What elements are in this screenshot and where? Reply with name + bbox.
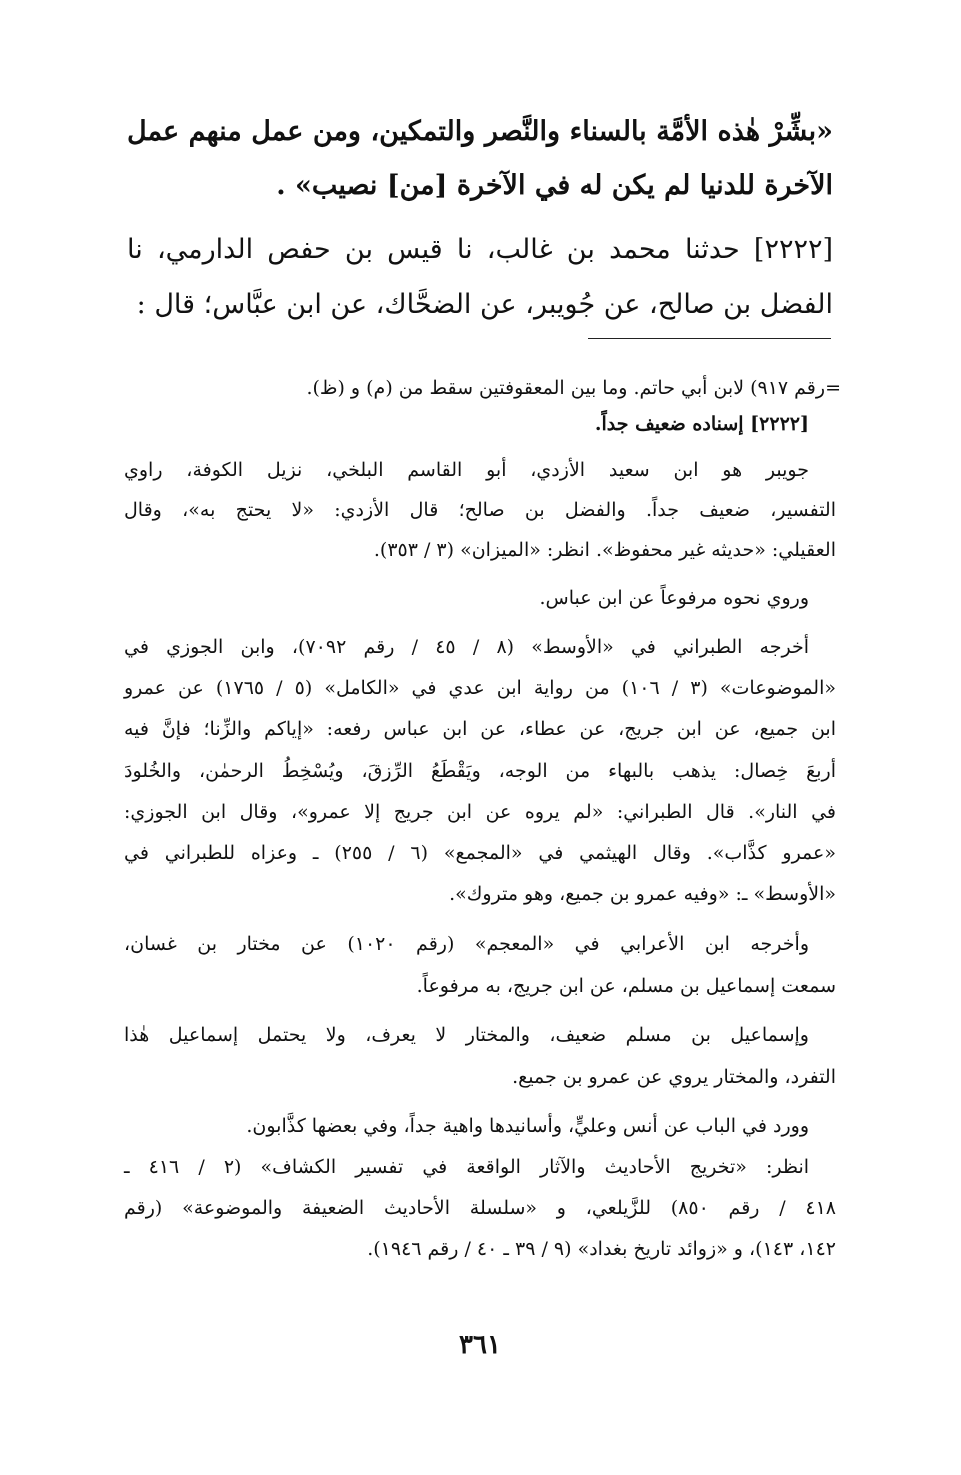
footnote-line: وإسماعيل بن مسلم ضعيف، والمختار لا يعرف، ولا يحتمل إسماعيل هٰذا [124, 1024, 809, 1046]
footnote-line: جويبر هو ابن سعيد الأزدي، أبو القاسم البلخي، نزيل الكوفة، راوي [124, 459, 809, 481]
footnote-line: وأخرجه ابن الأعرابي في «المعجم» (رقم ١٠٢٠) عن مختار بن غسان، [124, 933, 809, 955]
hadith-number-line: [٢٢٢٢] حدثنا محمد بن غالب، نا قيس بن حفص الدارمي، نا [127, 234, 833, 265]
footnote-line: التفسير، ضعيف جداً. والفضل بن صالح؛ قال الأزدي: «لا يحتج به»، وقال [124, 499, 836, 521]
footnote-line: في النار». قال الطبراني: «لم يروه عن ابن جريج إلا عمرو»، وقال ابن الجوزي: [124, 801, 836, 823]
footnote-line: انظر: «تخريج الأحاديث والآثار الواقعة في تفسير الكشاف» (٢ / ٤١٦ ـ [124, 1156, 810, 1178]
footnote-line: =رقم ٩١٧) لابن أبي حاتم. وما بين المعقوفتين سقط من (م) و (ظ). [306, 377, 841, 399]
footnote-line: «الموضوعات» (٣ / ١٠٦) من رواية ابن عدي في «الكامل» (٥ / ١٧٦٥) عن عمرو [124, 677, 836, 699]
main-text-line: الفضل بن صالح، عن جُويبر، عن الضحَّاك، عن ابن عبَّاس؛ قال : [136, 289, 833, 320]
page-number: ٣٦١ [459, 1330, 501, 1360]
footnote-line: «الأوسط» ـ: «وفيه عمرو بن جميع، وهو متروك». [449, 883, 836, 905]
footnote-line: سمعت إسماعيل بن مسلم، عن ابن جريج، به مرفوعاً. [416, 975, 836, 997]
main-text-line: «بشِّرْ هٰذه الأمَّة بالسناء والنَّصر والتمكين، ومن عمل منهم عمل [127, 116, 833, 147]
footnote-line: ٤١٨ / رقم ٨٥٠) للزَّيلعي، و «سلسلة الأحاديث الضعيفة والموضوعة» (رقم [124, 1197, 836, 1219]
footnote-line: أخرجه الطبراني في «الأوسط» (٨ / ٤٥ / رقم ٧٠٩٢)، وابن الجوزي في [124, 636, 809, 658]
footnote-line: ١٤٢، ١٤٣)، و «زوائد تاريخ بغداد» (٩ / ٣٩ ـ ٤٠ / رقم ١٩٤٦). [367, 1238, 836, 1260]
footnote-line: التفرد، والمختار يروي عن عمرو بن جميع. [512, 1066, 836, 1088]
footnote-heading: [٢٢٢٢] إسناده ضعيف جداً. [594, 413, 809, 435]
footnote-line: وورد في الباب عن أنس وعليٍّ، وأسانيدها واهية جداً، وفي بعضها كذَّابون. [246, 1115, 809, 1137]
footnote-line: «عمرو كذَّاب». وقال الهيثمي في «المجمع» (٦ / ٢٥٥) ـ وعزاه للطبراني في [124, 842, 836, 864]
footnote-line: أربعَ خِصال: يذهب بالبهاء من الوجه، ويَقْطَعُ الرِّزقَ، ويُسْخِطُ الرحمٰن، والخُلودَ [124, 760, 836, 782]
footnote-line: وروي نحوه مرفوعاً عن ابن عباس. [539, 587, 809, 609]
footnote-line: العقيلي: «حديثه غير محفوظ». انظر: «الميزان» (٣ / ٣٥٣). [373, 539, 836, 561]
footnote-separator [588, 338, 831, 339]
main-text-line: الآخرة للدنيا لم يكن له في الآخرة [من] نصيب» . [276, 170, 833, 201]
footnote-line: ابن جميع، عن ابن جريج، عن عطاء، عن ابن عباس رفعه: «إياكم والزِّنا؛ فإنَّ فيه [124, 718, 836, 740]
